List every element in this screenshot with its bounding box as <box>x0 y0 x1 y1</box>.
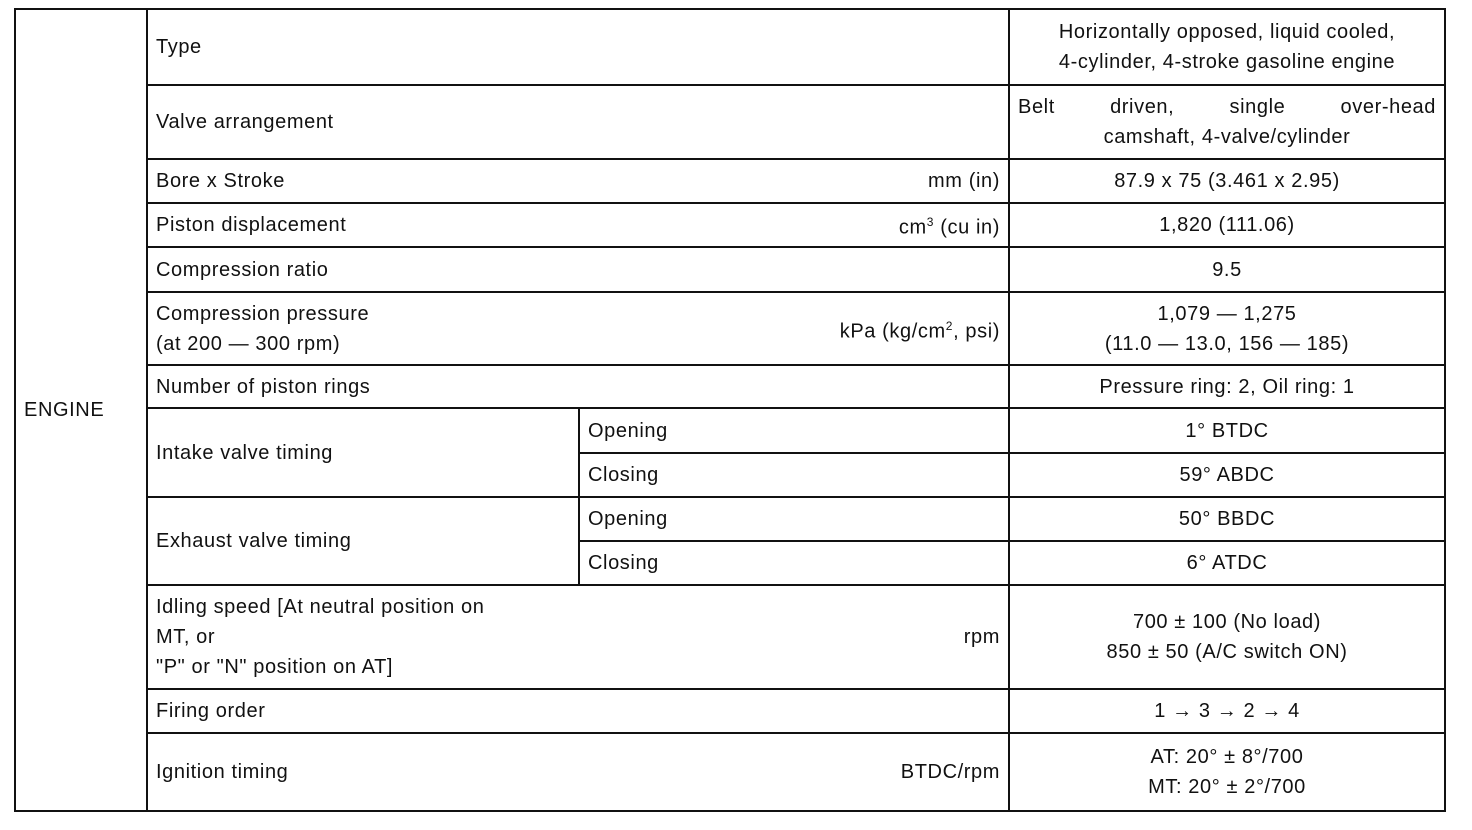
engine-spec-sheet <box>14 8 1444 812</box>
table-row <box>15 689 1445 733</box>
section-label: ENGINE <box>15 9 147 811</box>
bore-stroke-value: 87.9 x 75 (3.461 x 2.95) <box>1009 159 1445 203</box>
displacement-label: Piston displacement <box>156 214 347 236</box>
compression-pressure-unit: kPa ($kg/cm^2$, psi) <box>839 318 1001 343</box>
table-row <box>15 247 1445 292</box>
bore-stroke-cell <box>147 159 1009 203</box>
compression-pressure-cell <box>147 292 1009 365</box>
intake-closing-value: 59° ABDC <box>1009 453 1445 497</box>
valve-arrangement-line-1: Belt driven, single over-head <box>1018 96 1437 118</box>
table-row <box>15 408 1445 453</box>
table-row <box>15 85 1445 159</box>
intake-opening-label: Opening <box>579 408 1009 453</box>
intake-timing-label: Intake valve timing <box>147 408 579 497</box>
piston-rings-label: Number of piston rings <box>147 365 1009 408</box>
compression-pressure-label: Compression pressure (at 200 — 300 rpm) <box>156 302 370 355</box>
type-label: Type <box>147 9 1009 85</box>
table-row <box>15 365 1445 408</box>
idling-speed-label: Idling speed [At neutral position on MT, or "P" or "N" position on AT] <box>156 596 485 678</box>
type-value: Horizontally opposed, liquid cooled, 4-cylinder, 4-stroke gasoline engine <box>1009 9 1445 85</box>
ignition-timing-cell <box>147 733 1009 811</box>
valve-arrangement-value: Belt driven, single over-head camshaft, 4-valve/cylinder <box>1009 85 1445 159</box>
compression-ratio-value: 9.5 <box>1009 247 1445 292</box>
idling-speed-value: 700 ± 100 (No load) 850 ± 50 (A/C switch ON) <box>1009 585 1445 689</box>
table-row <box>15 585 1445 689</box>
intake-opening-value: 1° BTDC <box>1009 408 1445 453</box>
firing-order-label: Firing order <box>147 689 1009 733</box>
table-row <box>15 9 1445 85</box>
exhaust-opening-label: Opening <box>579 497 1009 541</box>
ignition-timing-label: Ignition timing <box>156 761 289 783</box>
compression-ratio-label: Compression ratio <box>147 247 1009 292</box>
table-row <box>15 733 1445 811</box>
displacement-cell <box>147 203 1009 247</box>
table-row <box>15 497 1445 541</box>
valve-arrangement-label: Valve arrangement <box>147 85 1009 159</box>
bore-stroke-unit: mm (in) <box>928 170 1001 192</box>
displacement-unit: $cm^3$ (cu in) <box>898 215 1001 239</box>
intake-closing-label: Closing <box>579 453 1009 497</box>
firing-order-value: 1 → 3 → 2 → 4 <box>1009 689 1445 733</box>
table-row <box>15 203 1445 247</box>
piston-rings-value: Pressure ring: 2, Oil ring: 1 <box>1009 365 1445 408</box>
displacement-value: 1,820 (111.06) <box>1009 203 1445 247</box>
ignition-timing-value: AT: 20° ± 8°/700 MT: 20° ± 2°/700 <box>1009 733 1445 811</box>
idling-speed-cell <box>147 585 1009 689</box>
exhaust-timing-label: Exhaust valve timing <box>147 497 579 585</box>
engine-spec-table <box>14 8 1446 812</box>
ignition-timing-unit: BTDC/rpm <box>900 761 1001 783</box>
table-row <box>15 292 1445 365</box>
bore-stroke-label: Bore x Stroke <box>156 170 285 192</box>
table-row <box>15 159 1445 203</box>
exhaust-opening-value: 50° BBDC <box>1009 497 1445 541</box>
exhaust-closing-label: Closing <box>579 541 1009 585</box>
compression-pressure-value: 1,079 — 1,275 (11.0 — 13.0, 156 — 185) <box>1009 292 1445 365</box>
exhaust-closing-value: 6° ATDC <box>1009 541 1445 585</box>
idling-speed-unit: rpm <box>963 626 1001 648</box>
